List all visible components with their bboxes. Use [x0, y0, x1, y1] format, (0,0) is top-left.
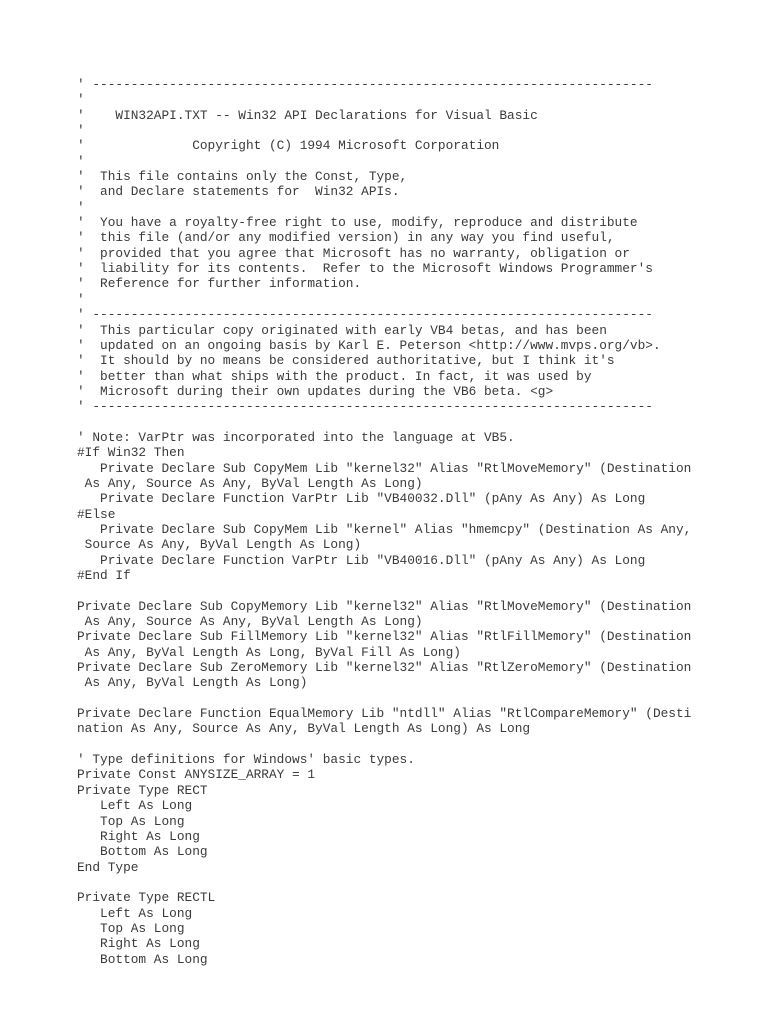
code-line: ' Copyright (C) 1994 Microsoft Corporation: [77, 138, 500, 154]
code-line: Private Type RECT: [77, 782, 208, 798]
code-line: ' -------------------------------------------------------------------------: [77, 77, 653, 92]
code-line: Private Declare Sub CopyMemory Lib "kernel32" Alias "RtlMoveMemory" (Destination: [77, 598, 692, 614]
code-line: Private Declare Sub CopyMem Lib "kernel" Alias "hmemcpy" (Destination As Any,: [77, 521, 692, 537]
code-line: ' -------------------------------------------------------------------------: [77, 399, 653, 415]
code-line: ' this file (and/or any modified version) in any way you find useful,: [77, 230, 615, 246]
code-line: ': [77, 123, 85, 139]
code-line: [77, 875, 757, 890]
code-line: ' -------------------------------------------------------------------------: [77, 307, 653, 323]
code-line: [77, 737, 757, 752]
code-line: ' liability for its contents. Refer to the Microsoft Windows Programmer's: [77, 261, 653, 277]
code-line: ' You have a royalty-free right to use, modify, reproduce and distribute: [77, 215, 638, 231]
code-line: As Any, Source As Any, ByVal Length As Long): [77, 614, 423, 630]
code-line: Private Declare Sub FillMemory Lib "kernel32" Alias "RtlFillMemory" (Destination: [77, 629, 692, 645]
code-line: ' WIN32API.TXT -- Win32 API Declarations for Visual Basic: [77, 107, 538, 123]
code-line: Top As Long: [77, 920, 185, 936]
document-page: [77, 77, 757, 967]
code-line: Bottom As Long: [77, 844, 208, 860]
code-line: Private Declare Function EqualMemory Lib "ntdll" Alias "RtlCompareMemory" (Desti: [77, 706, 692, 722]
code-line: [77, 583, 757, 598]
code-line: Private Declare Sub ZeroMemory Lib "kernel32" Alias "RtlZeroMemory" (Destination: [77, 660, 692, 676]
code-line: [77, 691, 757, 706]
code-line: Private Declare Sub CopyMem Lib "kernel32" Alias "RtlMoveMemory" (Destination: [77, 460, 692, 476]
code-line: Right As Long: [77, 936, 200, 952]
code-line: Bottom As Long: [77, 951, 208, 967]
code-line: ' Microsoft during their own updates during the VB6 beta. <g>: [77, 383, 554, 399]
code-line: ': [77, 153, 85, 169]
code-line: ' updated on an ongoing basis by Karl E. Peterson <http://www.mvps.org/vb>.: [77, 337, 661, 353]
code-line: Private Declare Function VarPtr Lib "VB40032.Dll" (pAny As Any) As Long: [77, 491, 646, 507]
code-line: [77, 415, 757, 430]
code-line: ': [77, 199, 85, 215]
code-line: Source As Any, ByVal Length As Long): [77, 537, 362, 553]
code-line: ' Note: VarPtr was incorporated into the language at VB5.: [77, 429, 515, 445]
code-line: ' provided that you agree that Microsoft has no warranty, obligation or: [77, 245, 630, 261]
code-line: Left As Long: [77, 905, 193, 921]
code-line: Private Type RECTL: [77, 890, 216, 906]
code-line: As Any, Source As Any, ByVal Length As Long): [77, 475, 423, 491]
code-line: #Else: [77, 506, 116, 522]
code-line: Private Const ANYSIZE_ARRAY = 1: [77, 767, 316, 783]
code-line: ' and Declare statements for Win32 APIs.: [77, 184, 400, 200]
code-line: As Any, ByVal Length As Long): [77, 675, 308, 691]
code-line: ' better than what ships with the product. In fact, it was used by: [77, 368, 592, 384]
code-line: #If Win32 Then: [77, 445, 185, 461]
code-line: ': [77, 92, 85, 108]
code-line: Top As Long: [77, 813, 185, 829]
code-line: nation As Any, Source As Any, ByVal Length As Long) As Long: [77, 721, 531, 737]
code-line: ' This file contains only the Const, Type,: [77, 169, 408, 185]
code-line: ' Type definitions for Windows' basic types.: [77, 752, 415, 768]
code-line: ' This particular copy originated with early VB4 betas, and has been: [77, 322, 607, 338]
code-line: Private Declare Function VarPtr Lib "VB40016.Dll" (pAny As Any) As Long: [77, 552, 646, 568]
code-line: ' It should by no means be considered authoritative, but I think it's: [77, 353, 615, 369]
code-line: ': [77, 291, 85, 307]
code-line: ' Reference for further information.: [77, 276, 362, 292]
code-line: #End If: [77, 568, 131, 583]
code-line: As Any, ByVal Length As Long, ByVal Fill As Long): [77, 644, 461, 660]
code-line: Left As Long: [77, 798, 193, 814]
code-line: Right As Long: [77, 828, 200, 844]
code-line: End Type: [77, 859, 139, 875]
